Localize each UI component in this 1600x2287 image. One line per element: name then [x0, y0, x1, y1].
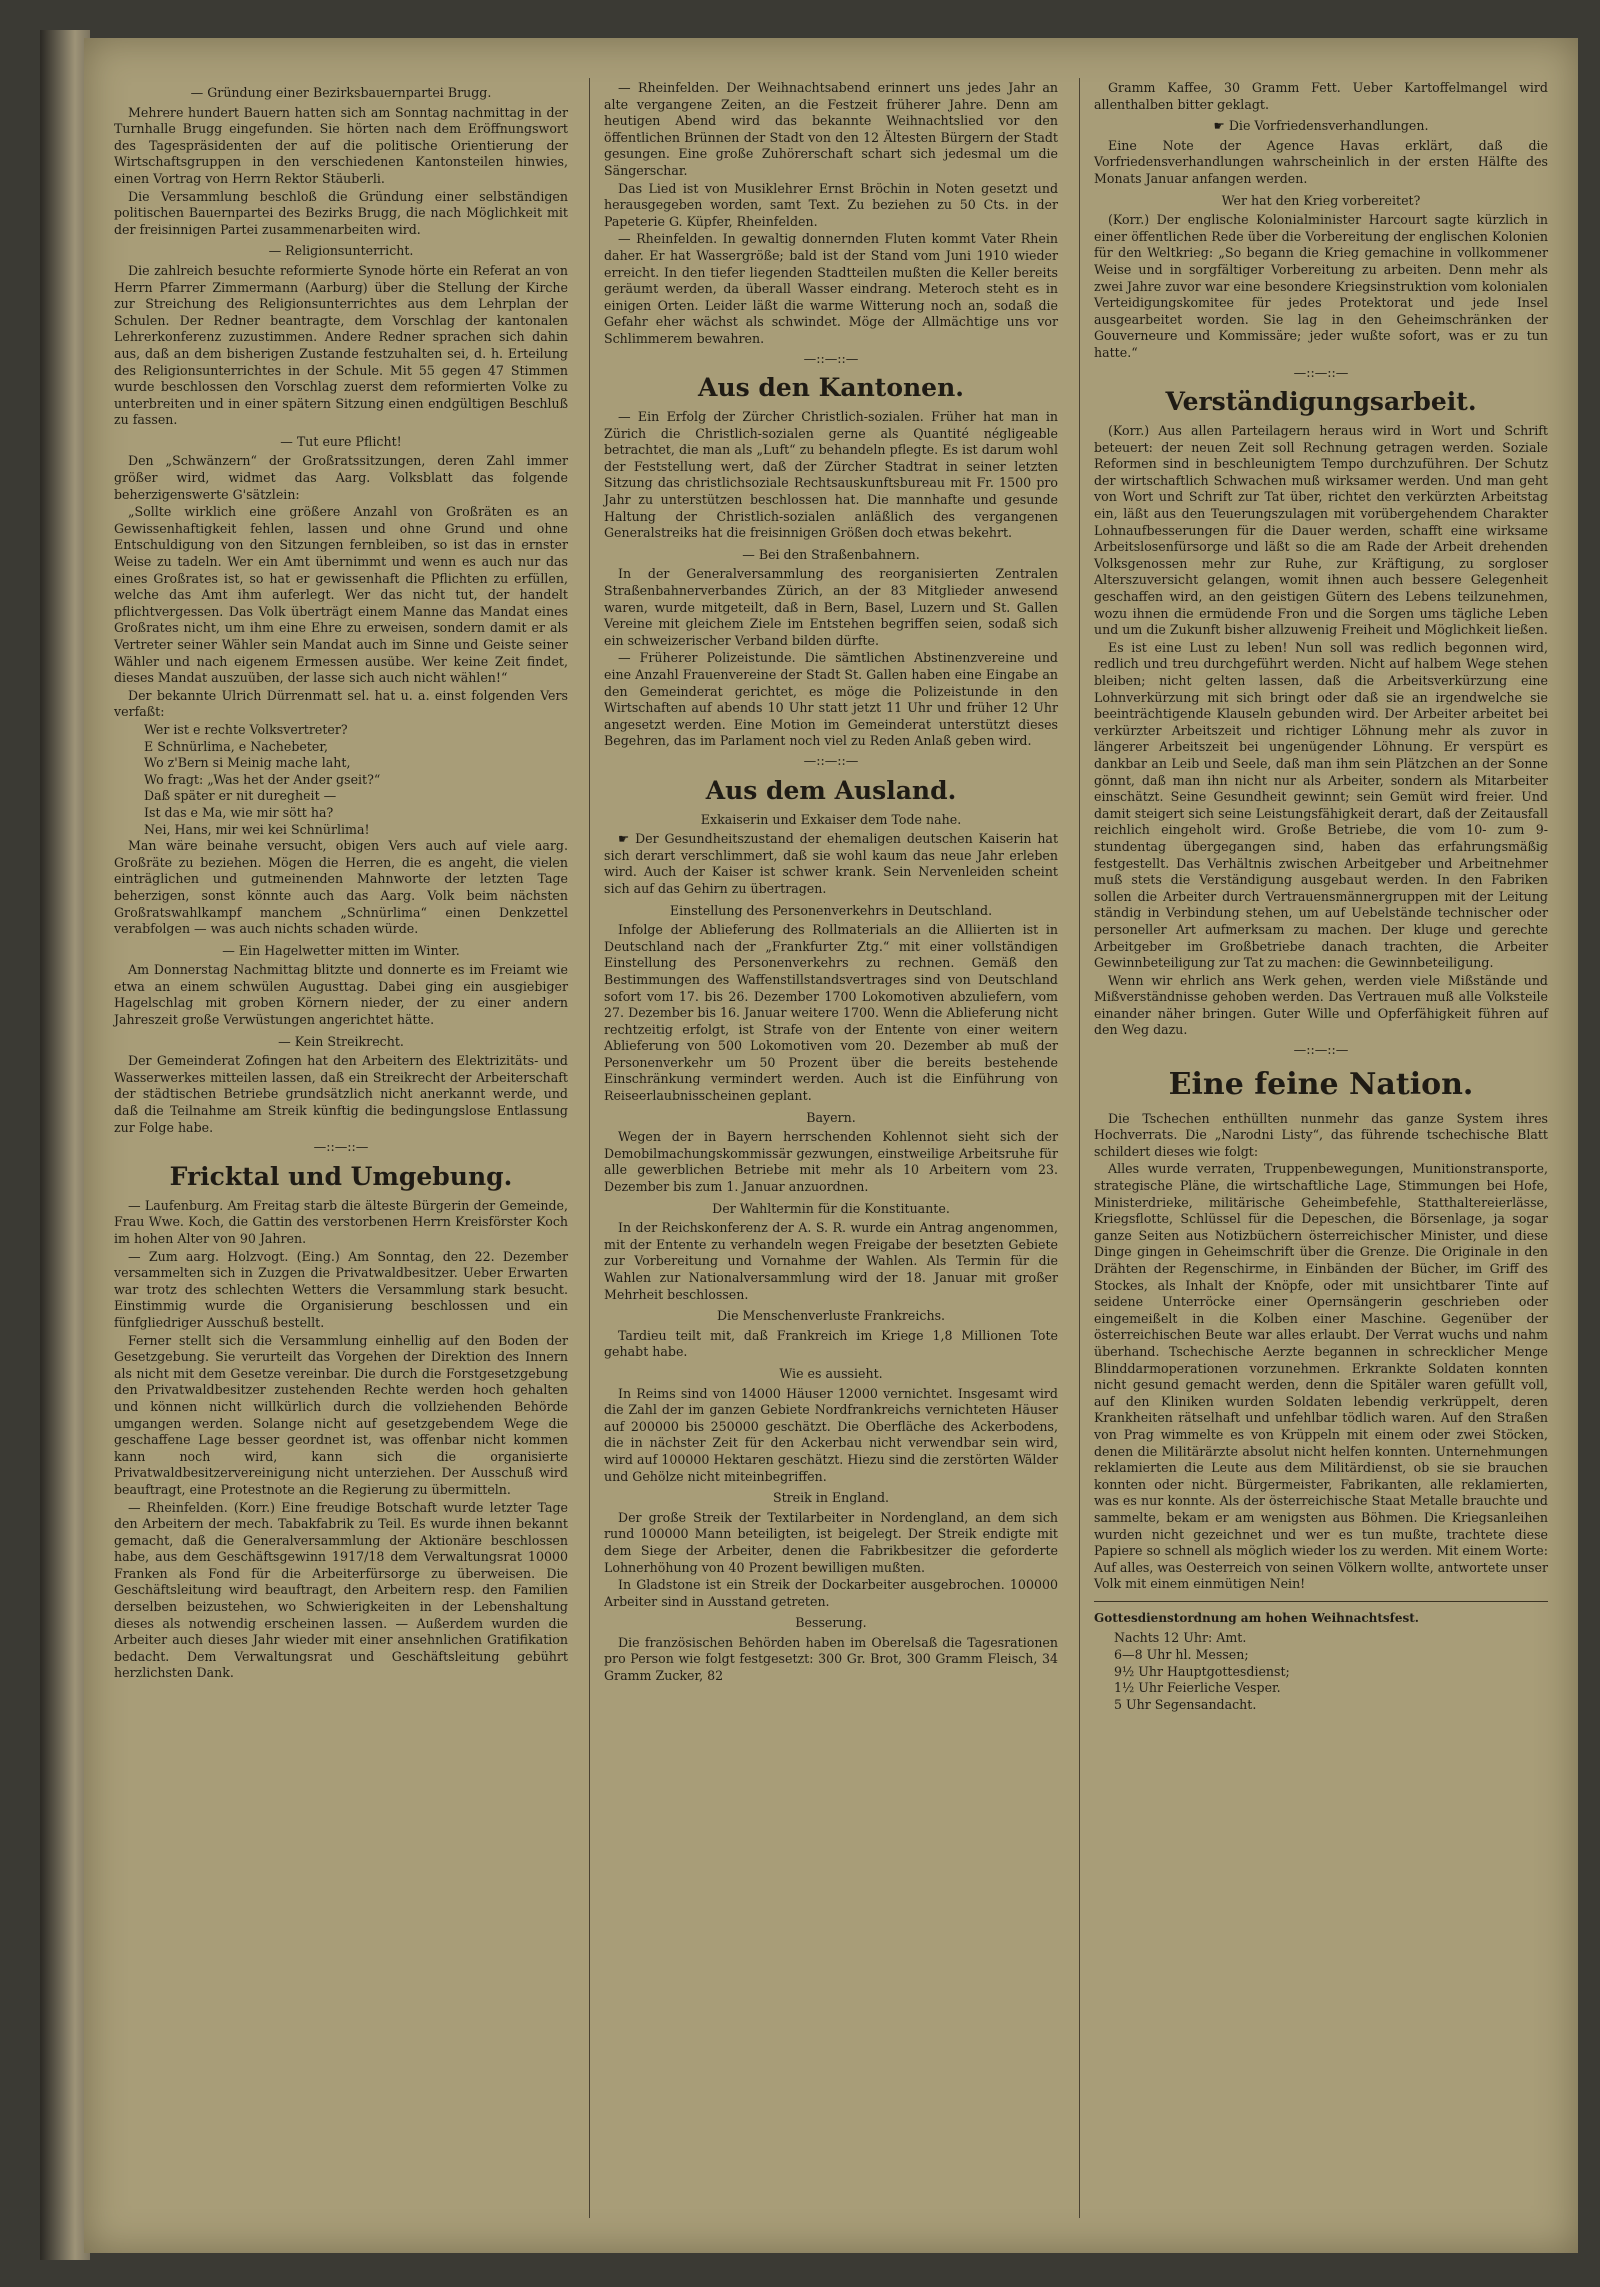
column-rule — [1079, 78, 1080, 2218]
newspaper-page — [84, 38, 1578, 2253]
paragraph: ☛ Der Gesundheitszustand der ehemaligen deutschen Kaiserin hat sich derart verschlimmert, daß sie wohl kaum das neue Jahr erleben wird. Auch der Kaiser ist schwer krank. Sein Nervenleiden scheint sich auf das Gehirn zu übertragen. — [604, 831, 1058, 896]
verse-line: E Schnürlima, e Nachebeter, — [144, 738, 329, 754]
paragraph: Die zahlreich besuchte reformierte Synode hörte ein Referat an von Herrn Pfarrer Zimmermann (Aarburg) über die Stellung der Kirche zur Streichung des Religionsunterrichtes aus dem Lehrplan der Schulen. Der Redner beantragte, dem Vorschlag der kantonalen Lehrerkonferenz zuzustimmen. Andere Redner sprachen sich dahin aus, daß an dem bisherigen Zustande festzuhalten sei, d. h. Erteilung des Religionsunterrichtes in der Schule. Mit 55 gegen 47 Stimmen wurde beschlossen den Vorschlag zuerst dem reformierten Volke zu unterbreiten und in einer spätern Sitzung einen endgültigen Beschluß zu fassen. — [114, 262, 568, 428]
paragraph: Wegen der in Bayern herrschenden Kohlennot sieht sich der Demobilmachungskommissär gezwungen, einstweilige Arbeitsruhe für alle gewerblichen Betriebe mit mehr als 10 Arbeitern vom 23. Dezember bis zum 1. Januar anzuordnen. — [604, 1129, 1058, 1195]
paragraph: (Korr.) Aus allen Parteilagern heraus wird in Wort und Schrift beteuert: der neuen Zeit soll Rechnung getragen werden. Soziale Reformen sind in beschleunigtem Tempo durchzuführen. Der Schutz der wirtschaftlich Schwachen muß wirksamer werden. Und man geht von Wort und Schrift zur Tat über, richtet den verkürzten Arbeitstag ein, läßt aus den Teuerungszulagen mit vorübergehendem Charakter Lohnaufbesserungen für die Dauer werden, schafft eine wirksame Arbeitslosenfürsorge und läßt so die am Rade der Arbeit drehenden Volksgenossen mehr zur Ruhe, zur Kräftigung, zu sorgloser Alterszuversicht gelangen, womit ihnen auch bessere Gelegenheit geschaffen wird, an den geistigen Gütern des Lebens teilzunehmen, wozu ihnen die ermüdende Fron und die Sorgen ums tägliche Leben und um die Zukunft bisher allzuwenig Freiheit und Möglichkeit ließen. — [1094, 423, 1548, 638]
paragraph: Alles wurde verraten, Truppenbewegungen, Munitionstransporte, strategische Pläne, die wirtschaftliche Lage, Stimmungen bei Hofe, Ministerdrieke, militärische Geheimbefehle, Statthaltereierlässe, Kriegsflotte, Schlüssel für die Depeschen, die Börsenlage, ja sogar ganze Seiten aus Notizbüchern österreichischer Minister, und diese Dinge gingen in Geheimschrift über die Grenze. Die Originale in den Drähten der Regenschirme, in Einbänden der Bücher, im Griff des Stockes, als Inhalt der Knöpfe, oder mit unsichtbarer Tinte auf seidene Unterröcke einer Opernsängerin geschrieben oder eingemeißelt in die Kolben einer Maschine. Gegenüber der österreichischen Beute war alles erlaubt. Der Verrat wuchs und nahm überhand. Tschechische Aerzte begannen in schrecklicher Menge Blinddarmoperationen vorzunehmen. Erkrankte Soldaten konnten nicht gesund gemacht werden, denn die Spitäler waren gefüllt voll, auf den Kliniken wurden Soldaten lebendig verkrüppelt, deren Krankheiten rätselhaft und unfehlbar tödlich waren. Auf den Straßen von Prag wimmelte es von Krüppeln mit einem oder zwei Stöcken, denen die Militärärzte absolut nicht helfen konnten. Unternehmungen reklamierten die Leute aus dem Militärdienst, ob sie sie brauchen konnten oder nicht. Bürgermeister, Fabrikanten, alle reklamierten, was es nur konnte. Als der österreichische Staat Metalle brauchte und sammelte, bekam er am wenigsten aus Böhmen. Die Kriegsanleihen wurden nicht gezeichnet und wer es tun mußte, trachtete diese Papiere so schnell als möglich wieder los zu werden. Mit einem Worte: Auf alles, was Oesterreich von seinen Völkern wollte, antwortete unser Volk mit einem einmütigen Nein! — [1094, 1161, 1548, 1592]
paragraph: In Reims sind von 14000 Häuser 12000 vernichtet. Insgesamt wird die Zahl der im ganzen Gebiete Nordfrankreichs vernichteten Häuser auf 200000 bis 250000 geschätzt. Die Oberfläche des Ackerbodens, die in nächster Zeit für den Ackerbau nicht verwendbar sein wird, wird auf 100000 Hektaren geschätzt. Hiezu sind die zerstörten Wälder und Gehölze nicht miteinbegriffen. — [604, 1385, 1058, 1484]
subheading: — Tut eure Pflicht! — [280, 433, 402, 449]
paragraph: — Ein Erfolg der Zürcher Christlich-sozialen. Früher hat man in Zürich die Christlich-sozialen gerne als Quantité négligeable betrachtet, die man als „Luft“ zu behandeln pflegte. Es ist darum wohl der Feststellung wert, daß der Zürcher Stadtrat in seiner letzten Sitzung das christlichsoziale Rechtsauskunftsbureau mit Fr. 1500 pro Jahr zu unterstützen beschlossen hat. Die mannhafte und gesunde Haltung der Christlich-sozialen anläßlich des vergangenen Generalstreiks hat die freisinnigen Größen doch etwas bekehrt. — [604, 409, 1058, 541]
paragraph: Es ist eine Lust zu leben! Nun soll was redlich begonnen wird, redlich und treu durchgeführt werden. Nicht auf halbem Wege stehen bleiben; nicht gelten lassen, daß die Arbeitsverkürzung eine Lohnverkürzung mit sich bringt oder daß sie an irgendwelche sie beeinträchtigende Klauseln gebunden wird. Der Arbeiter arbeitet bei verkürzter Arbeitszeit und richtiger Löhnung mehr als zuvor in längerer Arbeitszeit bei ungenügender Löhnung. Er verspürt es dankbar an Leib und Seele, daß man ihm sein Plätzchen an der Sonne gönnt, daß man ihn nicht nur als Arbeiter, sondern als Mitarbeiter einschätzt. Seine Gesundheit gewinnt; sein Gemüt wird freier. Und damit steigert sich seine Leistungsfähigkeit derart, daß der Zeitausfall reichlich eingeholt wird. Große Betriebe, die vom 10- zum 9-stundentag übergegangen sind, haben das erfahrungsmäßig festgestellt. Das Verhältnis zwischen Arbeitgeber und Arbeitnehmer muß stets die Verständigung ausgebaut werden. In den Fabriken sollen die Arbeiter durch Vertrauensmännergruppen mit der Leitung ständig in Verbindung stehen, um auf Uebelstände technischer oder personeller Art aufmerksam zu machen. Der kluge und gerechte Arbeitgeber im Großbetriebe danach trachten, die Arbeiter Gewinnbeteiligung zur Tat zu machen: die Gewinnbeteiligung. — [1094, 639, 1548, 971]
schedule-line: Nachts 12 Uhr: Amt. — [1114, 1630, 1247, 1646]
paragraph: In der Reichskonferenz der A. S. R. wurde ein Antrag angenommen, mit der Entente zu verhandeln wegen Freigabe der besetzten Gebiete zur Vorbereitung und Vornahme der Wahlen. Als Termin für die Wahlen zur Nationalversammlung wird der 18. Januar mit großer Mehrheit beschlossen. — [604, 1220, 1058, 1302]
subheading: Bayern. — [806, 1109, 856, 1125]
schedule-heading: Gottesdienstordnung am hohen Weihnachtsfest. — [1094, 1610, 1419, 1625]
paragraph: — Laufenburg. Am Freitag starb die älteste Bürgerin der Gemeinde, Frau Wwe. Koch, die Gattin des verstorbenen Herrn Kreisförster Koch im hohen Alter von 90 Jahren. — [114, 1197, 568, 1246]
verse-line: Ist das e Ma, wie mir sött ha? — [144, 804, 334, 820]
section-heading: Aus dem Ausland. — [705, 775, 957, 805]
paragraph: Den „Schwänzern“ der Großratssitzungen, deren Zahl immer größer wird, widmet das Aarg. Volksblatt das folgende beherzigenswerte G'sätzlein: — [114, 453, 568, 502]
schedule-line: 5 Uhr Segensandacht. — [1114, 1696, 1257, 1712]
paragraph: — Früherer Polizeistunde. Die sämtlichen Abstinenzvereine und eine Anzahl Frauenvereine der Stadt St. Gallen haben eine Eingabe an den Gemeinderat gerichtet, es möge die Polizeistunde in den Wirtschaften auf abends 10 Uhr statt jetzt 11 Uhr und früher 12 Uhr angesetzt werden. Eine Motion im Gemeinderat unterstützt dieses Begehren, das im Parlament noch viel zu Reden Anlaß geben wird. — [604, 650, 1058, 749]
paragraph: Die französischen Behörden haben im Oberelsaß die Tagesrationen pro Person wie folgt festgesetzt: 300 Gr. Brot, 300 Gramm Fleisch, 34 Gramm Zucker, 82 — [604, 1634, 1058, 1684]
section-divider: —::—::— — [1293, 1042, 1349, 1058]
verse-line: Nei, Hans, mir wei kei Schnürlima! — [144, 821, 370, 837]
verse-line: Wo fragt: „Was het der Ander gseit?“ — [144, 771, 381, 787]
section-divider: —::—::— — [1293, 364, 1349, 380]
paragraph: (Korr.) Der englische Kolonialminister Harcourt sagte kürzlich in einer öffentlichen Rede über die Vorbereitung der englischen Kolonien für den Weltkrieg: „So begann die Krieg gemachine in vollkommener Weise und in sorgfältiger Vorbereitung zu arbeiten. Denn mehr als zwei Jahre zuvor war eine besondere Kriegsinstruktion vom kolonialen Verteidigungskomitee für jedes Protektorat und jede Insel ausgearbeitet worden. Sie lag in den Geheimschränken der Gouverneure und Kommissäre; jeder wußte sofort, was er zu tun hatte.“ — [1094, 212, 1548, 360]
paragraph: Eine Note der Agence Havas erklärt, daß die Vorfriedensverhandlungen wahrscheinlich in der ersten Hälfte des Monats Januar anfangen werden. — [1094, 137, 1548, 186]
section-heading: Eine feine Nation. — [1168, 1066, 1474, 1102]
paragraph: Das Lied ist von Musiklehrer Ernst Bröchin in Noten gesetzt und herausgegeben worden, samt Text. Zu beziehen zu 50 Cts. in der Papeterie G. Küpfer, Rheinfelden. — [604, 180, 1058, 229]
section-divider: —::—::— — [803, 752, 859, 768]
verse-line: Daß später er nit duregheit — — [144, 788, 337, 804]
paragraph: In der Generalversammlung des reorganisierten Zentralen Straßenbahnerverbandes Zürich, an der 83 Mitglieder anwesend waren, wurde mitgeteilt, daß in Bern, Basel, Luzern und St. Gallen Vereine mit gleichem Ziele im Entstehen begriffen seien, sodaß sich ein schweizerischer Verband bilden dürfte. — [604, 566, 1058, 648]
column-left — [114, 80, 568, 1683]
paragraph: Am Donnerstag Nachmittag blitzte und donnerte es im Freiamt wie etwa an einem schwülen Augusttag. Dabei ging ein ausgiebiger Hagelschlag mit groben Körnern nieder, der zu einer andern Jahreszeit große Verwüstungen angerichtet hätte. — [114, 962, 568, 1028]
paragraph: Gramm Kaffee, 30 Gramm Fett. Ueber Kartoffelmangel wird allenthalben bitter geklagt. — [1094, 80, 1548, 112]
subheading: Einstellung des Personenverkehrs in Deutschland. — [669, 902, 993, 918]
schedule-line: 6—8 Uhr hl. Messen; — [1114, 1647, 1249, 1663]
paragraph: Die Tschechen enthüllten nunmehr das ganze System ihres Hochverrats. Die „Narodni Listy“, das führende tschechische Blatt schildert dieses wie folgt: — [1094, 1110, 1548, 1159]
subheading: Besserung. — [795, 1615, 867, 1631]
paragraph: Der große Streik der Textilarbeiter in Nordengland, an dem sich rund 100000 Mann beteiligten, ist beigelegt. Der Streik endigte mit dem Siege der Arbeiter, denen die Fabrikbesitzer die geforderte Lohnerhöhung von 40 Prozent bewilligen mußten. — [604, 1509, 1058, 1575]
paragraph: — Zum aarg. Holzvogt. (Eing.) Am Sonntag, den 22. Dezember versammelten sich in Zuzgen die Privatwaldbesitzer. Ueber Erwarten war trotz des schlechten Wetters die Versammlung stark besucht. Einstimmig wurde die Organisierung beschlossen und ein fünfgliedriger Ausschuß bestellt. — [114, 1248, 568, 1330]
paragraph: — Rheinfelden. In gewaltig donnernden Fluten kommt Vater Rhein daher. Er hat Wassergröße; bald ist der Stand vom Juni 1910 wieder erreicht. In den tiefer liegenden Stadtteilen mußten die Keller bereits geräumt werden, da überall Wasser eindrang. Meteroch steht es in einigen Orten. Leider läßt die warme Witterung noch an, sodaß die Gefahr eher wächst als schwindet. Möge der Allmächtige uns vor Schlimmerem bewahren. — [604, 231, 1058, 346]
paragraph: Infolge der Ablieferung des Rollmaterials an die Alliierten ist in Deutschland nach der „Frankfurter Ztg.“ mit einer vollständigen Einstellung des Personenverkehrs zu rechnen. Gemäß den Bestimmungen des Waffenstillstandsvertrages sind von Deutschland sofort vom 17. bis 26. Dezember 1700 Lokomotiven abzuliefern, vom 27. Dezember bis 16. Januar weitere 1700. Wenn die Ablieferung nicht rechtzeitig erfolgt, ist Strafe von der Entente von einer weitern Ablieferung von 500 Lokomotiven vom 20. Dezember ab muß der Personenverkehr um 50 Prozent über die bereits bestehende Einschränkung vermindert werden. Auch ist die Einführung von Reiseerlaubnisscheinen geplant. — [604, 922, 1058, 1104]
section-divider: —::—::— — [803, 350, 859, 366]
section-divider: —::—::— — [313, 1139, 369, 1155]
horizontal-rule — [1094, 1601, 1548, 1602]
subheading: — Ein Hagelwetter mitten im Winter. — [222, 942, 460, 958]
subheading: Exkaiserin und Exkaiser dem Tode nahe. — [700, 811, 962, 827]
subheading: ☛ Die Vorfriedensverhandlungen. — [1213, 118, 1429, 134]
subheading: — Religionsunterricht. — [268, 243, 414, 259]
paragraph: „Sollte wirklich eine größere Anzahl von Großräten es an Gewissenhaftigkeit fehlen, lassen und ohne Grund und ohne Entschuldigung von den Sitzungen fernbleiben, so ist das in ernster Weise zu tadeln. Wer ein Amt übernimmt und wenn es auch nur das eines Großrates ist, so hat er gewissenhaft die Pflichten zu erfüllen, welche das Amt ihm auferlegt. Wer das nicht tut, der handelt pflichtvergessen. Das Volk überträgt einem Manne das Mandat eines Großrates nicht, um ihm eine Ehre zu erweisen, sondern damit er als Vertreter seiner Wähler sein Mandat auch im Sinne und Geiste seiner Wähler und nach eigenem Ermessen ausübe. Wer keine Zeit findet, dieses Mandat auszuüben, der lasse sich auch nicht wählen!“ — [114, 504, 568, 686]
subheading: Der Wahltermin für die Konstituante. — [712, 1200, 950, 1216]
section-heading: Fricktal und Umgebung. — [169, 1161, 513, 1191]
verse-line: Wer ist e rechte Volksvertreter? — [144, 721, 348, 737]
paragraph: In Gladstone ist ein Streik der Dockarbeiter ausgebrochen. 100000 Arbeiter sind in Ausstand getreten. — [604, 1577, 1058, 1609]
paragraph: Wenn wir ehrlich ans Werk gehen, werden viele Mißstände und Mißverständnisse gehoben werden. Das Vertrauen muß alle Volksteile einander näher bringen. Guter Wille und Opferfähigkeit führen auf den Weg dazu. — [1094, 972, 1548, 1038]
section-heading: Verständigungsarbeit. — [1165, 387, 1477, 417]
subheading: — Bei den Straßenbahnern. — [742, 546, 920, 562]
paragraph: Ferner stellt sich die Versammlung einhellig auf den Boden der Gesetzgebung. Sie verurteilt das Vorgehen der Direktion des Innern als nicht mit dem Gesetze vereinbar. Die durch die Forstgesetzgebung den Privatwaldbesitzer zustehenden Rechte werden hoch gehalten und können nicht willkürlich durch die vollziehenden Behörde umgangen werden. Solange nicht auf gesetzgebendem Wege die geschaffene Lage besser geordnet ist, was offenbar nicht kommen kann noch wird, kann sich die organisierte Privatwaldbesitzervereinigung nicht unterziehen. Der Ausschuß wird beauftragt, eine Protestnote an die Regierung zu übermitteln. — [114, 1332, 568, 1497]
paragraph: Man wäre beinahe versucht, obigen Vers auch auf viele aarg. Großräte zu beziehen. Mögen die Herren, die es angeht, die vielen einträglichen und gutmeinenden Mahnworte der letzten Tage beherzigen, sonst könnte auch das Aarg. Volk beim nächsten Großratswahlkampf manchem „Schnürlima“ einen Denkzettel verabfolgen — was auch nichts schaden würde. — [114, 838, 568, 937]
paragraph: Tardieu teilt mit, daß Frankreich im Kriege 1,8 Millionen Tote gehabt habe. — [604, 1327, 1058, 1360]
paragraph: Der Gemeinderat Zofingen hat den Arbeitern des Elektrizitäts- und Wasserwerkes mitteilen lassen, daß ein Streikrecht der Arbeiterschaft der städtischen Betriebe grundsätzlich nicht anerkannt werde, und daß die Teilnahme am Streik künftig die bedingungslose Entlassung zur Folge habe. — [114, 1053, 568, 1135]
paragraph: — Rheinfelden. (Korr.) Eine freudige Botschaft wurde letzter Tage den Arbeitern der mech. Tabakfabrik zu Teil. Es wurde ihnen bekannt gemacht, daß die Generalversammlung der Aktionäre beschlossen habe, aus dem Geschäftsgewinn 1917/18 dem Verwaltungsrat 10000 Franken als Fond für die Arbeiterfürsorge zu überweisen. Die Geschäftsleitung wird beauftragt, den Arbeitern resp. den Familien derselben beizustehen, wo Schwierigkeiten in der Lebenshaltung dieses als notwendig erscheinen lassen. — Außerdem wurden die Arbeiter auch dieses Jahr wieder mit einer ansehnlichen Gratifikation bedacht. Dem Verwaltungsrat und Geschäftsleitung gebührt herzlichsten Dank. — [114, 1499, 568, 1681]
schedule-line: 1½ Uhr Feierliche Vesper. — [1114, 1680, 1281, 1696]
schedule-line: 9½ Uhr Hauptgottesdienst; — [1114, 1663, 1290, 1679]
column-middle — [604, 80, 1058, 1686]
book-spine-edge — [40, 30, 90, 2260]
subheading: Wer hat den Krieg vorbereitet? — [1221, 192, 1421, 208]
section-heading: Aus den Kantonen. — [698, 373, 964, 403]
subheading: — Gründung einer Bezirksbauernpartei Brugg. — [190, 85, 492, 100]
paragraph: Der bekannte Ulrich Dürrenmatt sel. hat u. a. einst folgenden Vers verfaßt: — [114, 687, 568, 720]
verse-line: Wo z'Bern si Meinig mache laht, — [144, 755, 351, 771]
subheading: — Kein Streikrecht. — [278, 1033, 404, 1049]
paragraph: Die Versammlung beschloß die Gründung einer selbständigen politischen Bauernpartei des Bezirks Brugg, die nach Möglichkeit mit der freisinnigen Partei zusammenarbeiten wird. — [114, 188, 568, 237]
paragraph: — Rheinfelden. Der Weihnachtsabend erinnert uns jedes Jahr an alte vergangene Zeiten, an die Festzeit früherer Jahre. Denn am heutigen Abend wird das bekannte Weihnachtslied vor den öffentlichen Brünnen der Stadt von den 12 Ältesten Bürgern der Stadt gesungen. Eine große Zuhörerschaft schart sich jedesmal um die Sängerschar. — [604, 80, 1058, 178]
paragraph: Mehrere hundert Bauern hatten sich am Sonntag nachmittag in der Turnhalle Brugg eingefunden. Sie hörten nach dem Eröffnungswort des Tagespräsidenten der auf die politische Orientierung der Wirtschaftsgruppen in den verschiedenen Kantonsteilen hinwies, einen Vortrag von Herrn Rektor Stäuberli. — [114, 104, 568, 186]
subheading: Wie es aussieht. — [779, 1365, 883, 1381]
subheading: Die Menschenverluste Frankreichs. — [716, 1308, 946, 1324]
column-right — [1094, 80, 1548, 1713]
column-rule — [589, 78, 590, 2218]
subheading: Streik in England. — [772, 1490, 890, 1506]
